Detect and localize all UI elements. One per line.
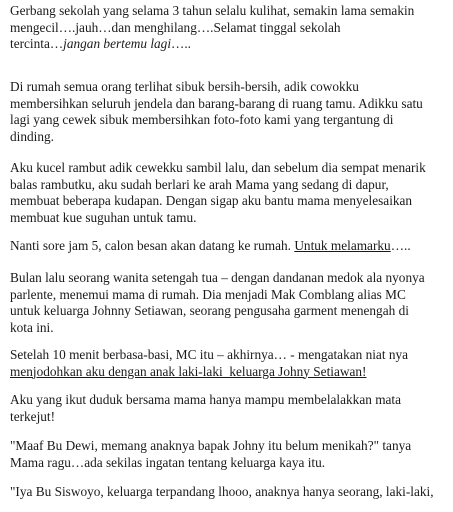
text-line: Aku yang ikut duduk bersama mama hanya mampu membelalakkan mata (10, 392, 402, 407)
paragraph-4 (10, 238, 411, 255)
text-line: "Maaf Bu Dewi, memang anaknya bapak Johny itu belum menikah?" tanya (10, 438, 412, 453)
paragraph-7 (10, 392, 401, 425)
text-span: ….. (390, 238, 411, 253)
paragraph-6 (10, 347, 408, 380)
text-line: "Iya Bu Siswoyo, keluarga terpandang lhooo, anaknya hanya seorang, laki-laki, (10, 484, 434, 499)
text-span: Nanti sore jam 5, calon besan akan datang ke rumah. (10, 238, 295, 253)
text-line: Aku kucel rambut adik cewekku sambil lalu, dan sebelum dia sempat menarik (10, 160, 426, 175)
text-line: kota ini. (10, 319, 54, 335)
text-line: membuat beberapa kudapan. Dengan sigap aku bantu mama menyelesaikan (10, 193, 413, 208)
text-line: Setelah 10 menit berbasa-basi, MC itu – akhirnya… - mengatakan niat nya (10, 347, 409, 362)
text-line (10, 36, 414, 53)
text-line: dinding. (10, 128, 54, 144)
text-span: tercinta… (10, 36, 64, 51)
text-line: balas rambutku, aku sudah berlari ke arah Mama yang sedang di dapur, (10, 176, 389, 192)
text-line: terkejut! (10, 408, 56, 424)
text-line: membersihkan seluruh jendela dan barang-barang di ruang tamu. Adikku satu (10, 95, 423, 111)
text-line: Mama ragu…ada sekilas ingatan tentang keluarga kaya itu. (10, 454, 326, 470)
paragraph-1 (10, 3, 414, 53)
text-line: Gerbang sekolah yang selama 3 tahun selalu kulihat, semakin lama semakin (10, 3, 415, 18)
text-line: Di rumah semua orang terlihat sibuk bersih-bersih, adik cowokku (10, 79, 359, 94)
italic-phrase: jangan bertemu lagi (63, 36, 172, 51)
text-span: ….. (171, 36, 191, 51)
paragraph-5 (10, 270, 425, 336)
paragraph-2 (10, 79, 423, 145)
text-line: mengecil….jauh…dan menghilang….Selamat tinggal sekolah (10, 19, 341, 35)
text-line: membuat kue suguhan untuk tamu. (10, 209, 197, 225)
paragraph-3 (10, 160, 426, 226)
paragraph-8 (10, 438, 411, 471)
text-line: Bulan lalu seorang wanita setengah tua – dengan dandanan medok ala nyonya (10, 270, 425, 285)
text-line (10, 238, 411, 255)
text-line: untuk keluarga Johnny Setiawan, seorang pengusaha garment menengah di (10, 303, 409, 318)
underlined-line: menjodohkan aku dengan anak laki-laki keluarga Johny Setiawan! (10, 363, 367, 379)
text-line: parlente, menemui mama di rumah. Dia menjadi Mak Comblang alias MC (10, 286, 406, 302)
paragraph-9 (10, 484, 434, 501)
underlined-phrase: Untuk melamarku (294, 238, 391, 253)
text-line: lagi yang cewek sibuk membersihkan foto-foto kami yang tergantung di (10, 112, 394, 127)
